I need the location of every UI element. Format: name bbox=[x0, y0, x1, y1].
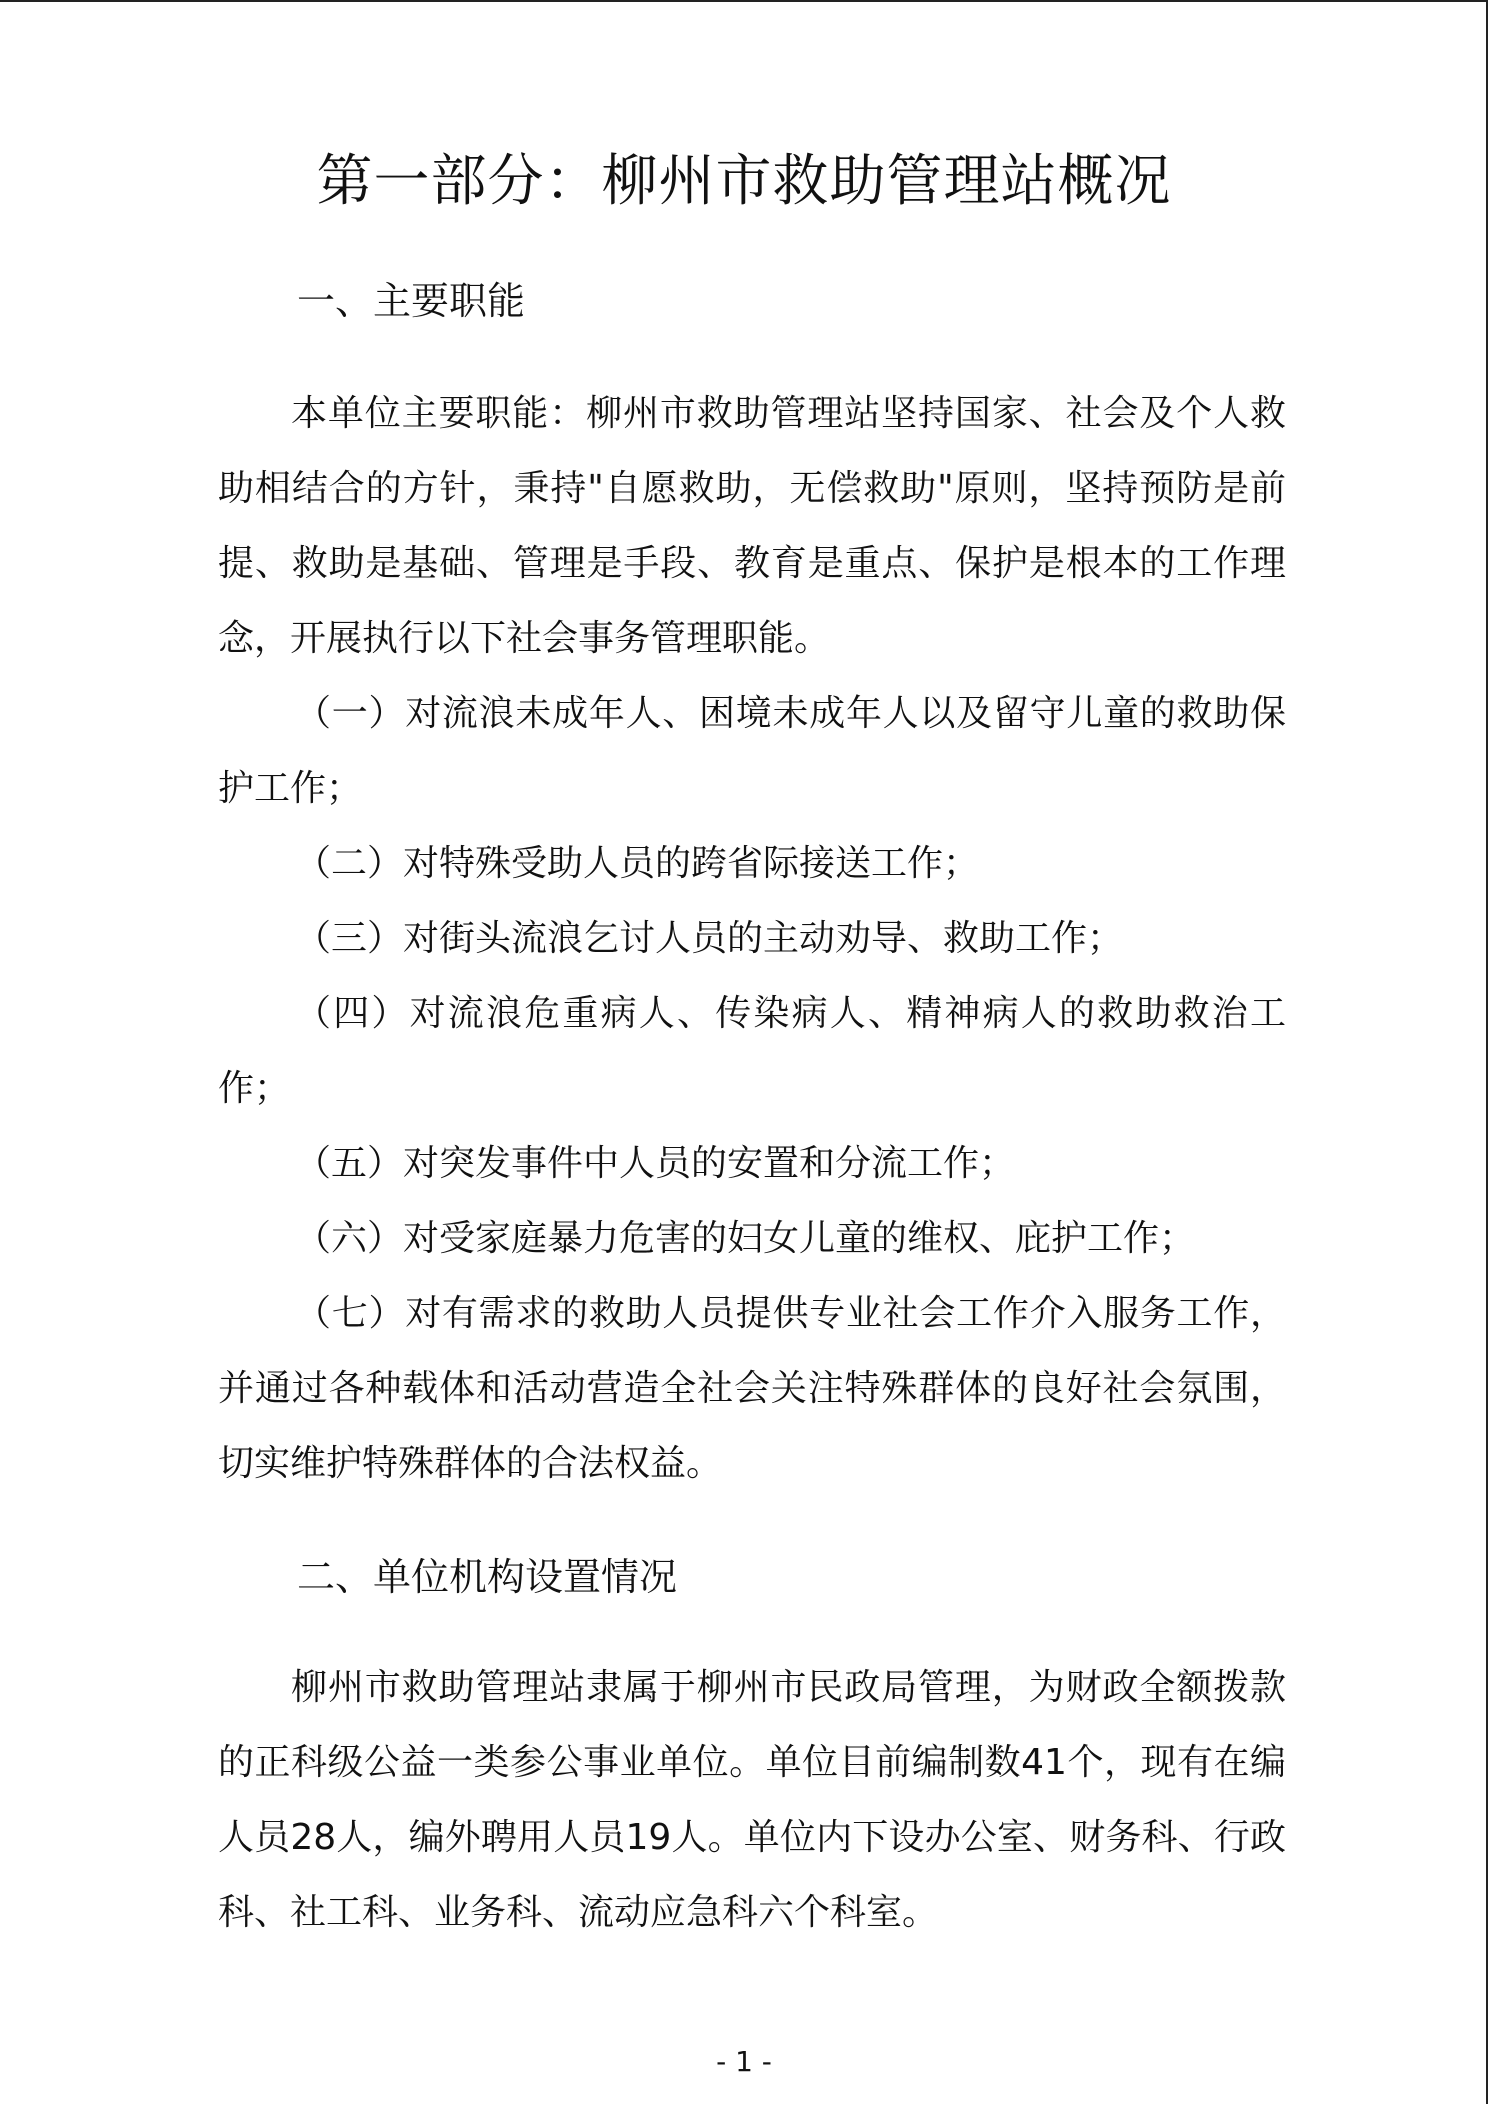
page-title: 第一部分：柳州市救助管理站概况 bbox=[316, 149, 1172, 214]
function-item-7: （七）对有需求的救助人员提供专业社会工作介入服务工作，并通过各种载体和活动营造全社会关注特殊群体的良好社会氛围，切实维护特殊群体的合法权益。 bbox=[218, 1293, 1286, 1484]
section-heading-organization: 二、单位机构设置情况 bbox=[297, 1555, 678, 1599]
function-item-6: （六）对受家庭暴力危害的妇女儿童的维权、庇护工作； bbox=[295, 1218, 1196, 1259]
function-item-4: （四）对流浪危重病人、传染病人、精神病人的救助救治工作； bbox=[218, 993, 1286, 1109]
organization-paragraph: 柳州市救助管理站隶属于柳州市民政局管理，为财政全额拨款的正科级公益一类参公事业单位。单位目前编制数41个，现有在编人员28人，编外聘用人员19人。单位内下设办公室、财务科、行政科、社工科、业务科、流动应急科六个科室。 bbox=[218, 1667, 1286, 1933]
function-item-3: （三）对街头流浪乞讨人员的主动劝导、救助工作； bbox=[295, 918, 1124, 959]
main-functions-body bbox=[218, 376, 1286, 1501]
function-item-2: （二）对特殊受助人员的跨省际接送工作； bbox=[295, 843, 980, 884]
organization-body bbox=[218, 1650, 1286, 1950]
function-item-5: （五）对突发事件中人员的安置和分流工作； bbox=[295, 1143, 1016, 1184]
section-heading-main-functions: 一、主要职能 bbox=[297, 279, 526, 323]
page-number: - 1 - bbox=[716, 2045, 772, 2078]
main-functions-intro: 本单位主要职能：柳州市救助管理站坚持国家、社会及个人救助相结合的方针，秉持"自愿救助，无偿救助"原则，坚持预防是前提、救助是基础、管理是手段、教育是重点、保护是根本的工作理念，开展执行以下社会事务管理职能。 bbox=[218, 393, 1286, 659]
function-item-1: （一）对流浪未成年人、困境未成年人以及留守儿童的救助保护工作； bbox=[218, 693, 1286, 809]
